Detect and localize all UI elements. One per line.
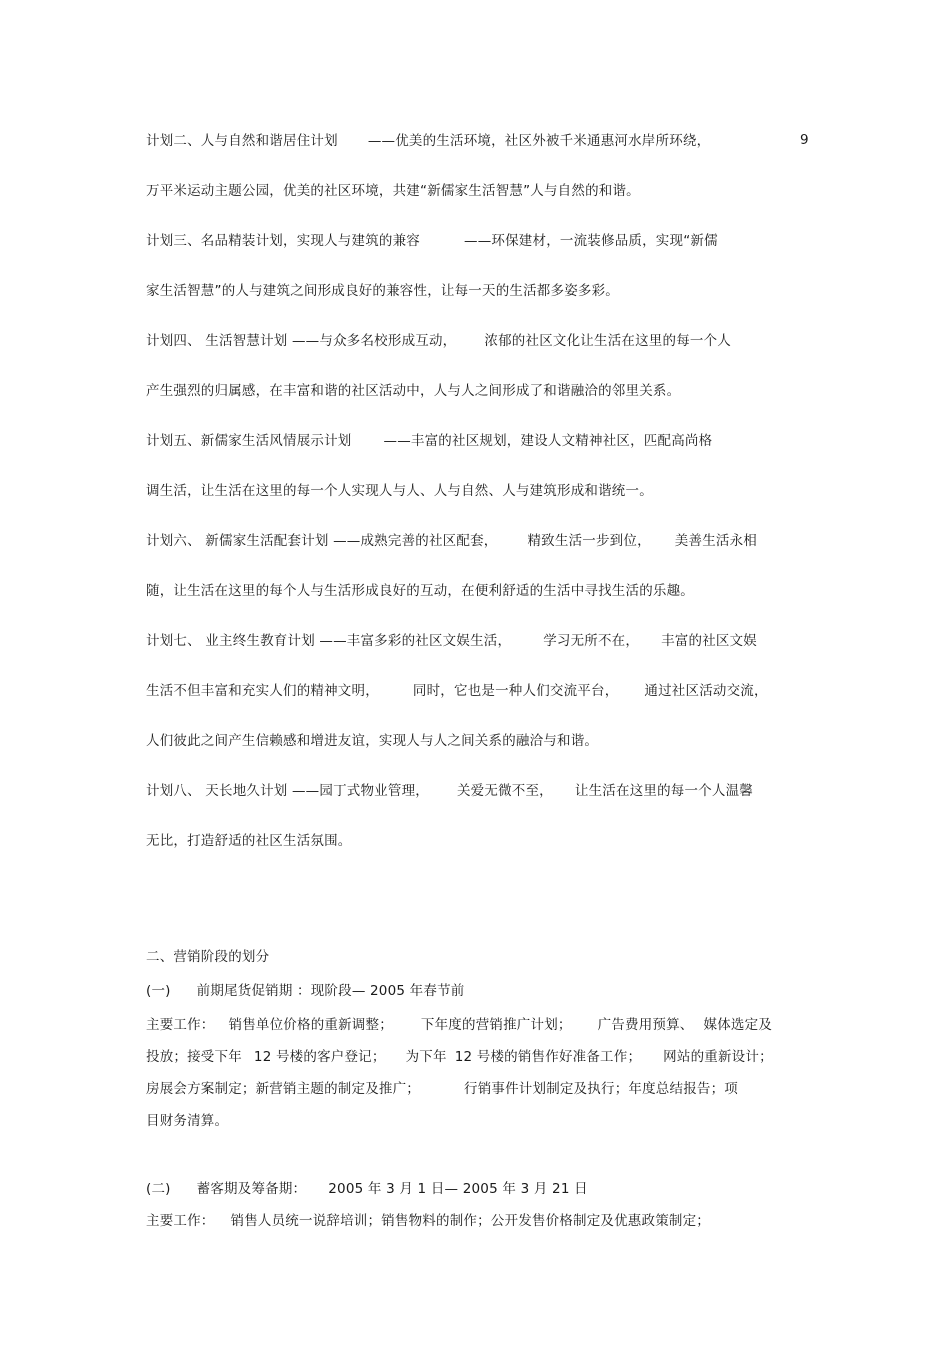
text-line: 主要工作： 销售单位价格的重新调整； 下年度的营销推广计划； 广告费用预算、 媒体选定及 [146, 1017, 773, 1033]
page-number: 9 [800, 132, 809, 148]
text-line: 房展会方案制定；新营销主题的制定及推广； 行销事件计划制定及执行；年度总结报告；项 [146, 1081, 738, 1097]
text-line: 投放；接受下年 12 号楼的客户登记； 为下年 12 号楼的销售作好准备工作； 网站的重新设计； [146, 1049, 773, 1065]
text-line: 主要工作： 销售人员统一说辞培训；销售物料的制作；公开发售价格制定及优惠政策制定； [146, 1213, 710, 1229]
text-line: 万平米运动主题公园，优美的社区环境，共建“新儒家生活智慧”人与自然的和谐。 [146, 183, 640, 199]
section-title: 二、营销阶段的划分 [146, 949, 270, 965]
text-line: 目财务清算。 [146, 1113, 229, 1129]
text-line: 随，让生活在这里的每个人与生活形成良好的互动，在便利舒适的生活中寻找生活的乐趣。 [146, 583, 694, 599]
phase-heading: (一) 前期尾货促销期 ：现阶段— 2005 年春节前 [146, 983, 465, 999]
text-line: 人们彼此之间产生信赖感和增进友谊，实现人与人之间关系的融洽与和谐。 [146, 733, 599, 749]
text-line: 计划二、人与自然和谐居住计划 ——优美的生活环境，社区外被千米通惠河水岸所环绕， [146, 133, 711, 149]
text-line: 计划七、 业主终生教育计划 ——丰富多彩的社区文娱生活， 学习无所不在， 丰富的社区文娱 [146, 633, 757, 649]
text-line: 无比，打造舒适的社区生活氛围。 [146, 833, 352, 849]
text-line: 生活不但丰富和充实人们的精神文明， 同时，它也是一种人们交流平台， 通过社区活动交流， [146, 683, 768, 699]
text-line: 产生强烈的归属感，在丰富和谐的社区活动中，人与人之间形成了和谐融洽的邻里关系。 [146, 383, 681, 399]
phase-heading: (二) 蓄客期及筹备期： 2005 年 3 月 1 日— 2005 年 3 月 21 日 [146, 1181, 588, 1197]
text-line: 家生活智慧”的人与建筑之间形成良好的兼容性，让每一天的生活都多姿多彩。 [146, 283, 619, 299]
text-line: 调生活，让生活在这里的每一个人实现人与人、人与自然、人与建筑形成和谐统一。 [146, 483, 653, 499]
text-line: 计划五、新儒家生活风情展示计划 ——丰富的社区规划，建设人文精神社区，匹配高尚格 [146, 433, 713, 449]
text-line: 计划六、 新儒家生活配套计划 ——成熟完善的社区配套， 精致生活一步到位， 美善生活永相 [146, 533, 757, 549]
text-line: 计划八、 天长地久计划 ——园丁式物业管理， 关爱无微不至， 让生活在这里的每一个人温馨 [146, 783, 753, 799]
text-line: 计划四、 生活智慧计划 ——与众多名校形成互动， 浓郁的社区文化让生活在这里的每一个人 [146, 333, 731, 349]
text-line: 计划三、名品精装计划，实现人与建筑的兼容 ——环保建材，一流装修品质，实现“新儒 [146, 233, 718, 249]
